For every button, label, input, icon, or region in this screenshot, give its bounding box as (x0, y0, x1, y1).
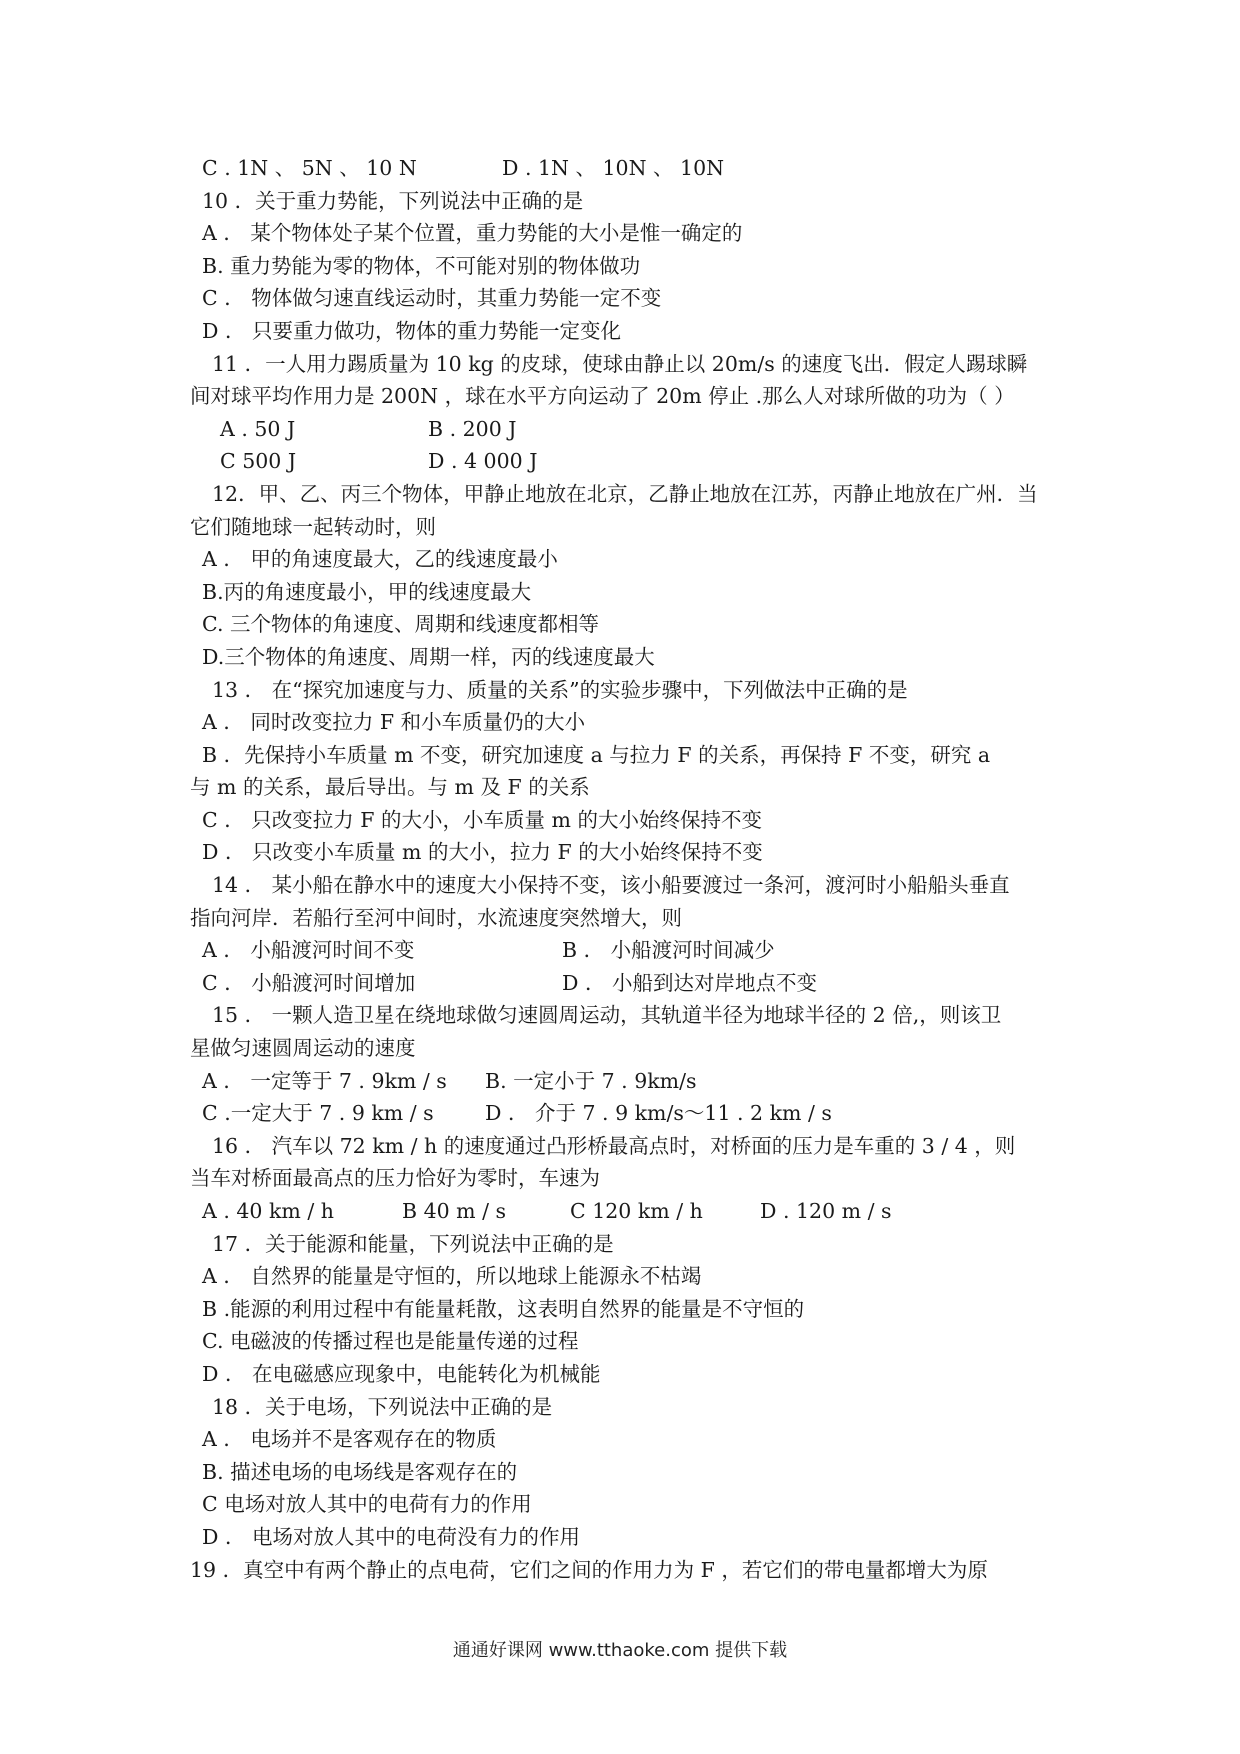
q13-option-b-line1: B ．先保持小车质量 m 不变，研究加速度 a 与拉力 F 的关系，再保持 F 不变，研究 a (202, 742, 991, 767)
q12-stem-line1: 12．甲、乙、丙三个物体，甲静止地放在北京，乙静止地放在江苏，丙静止地放在广州．当 (212, 481, 1038, 506)
q13-option-d: D ． 只改变小车质量 m 的大小，拉力 F 的大小始终保持不变 (202, 840, 763, 865)
q10-stem: 10 ．关于重力势能，下列说法中正确的是 (202, 188, 584, 213)
q11-stem-line2: 间对球平均作用力是 200N ，球在水平方向运动了 20m 停止 .那么人对球所做的功为（ ） (190, 384, 1015, 409)
q14-options-cd (190, 967, 1056, 1000)
q15-option-d: D ． 介于 7 . 9 km/s～11 . 2 km / s (485, 1101, 832, 1126)
q16-options (190, 1195, 1056, 1228)
q16-option-a: A . 40 km / h (202, 1199, 334, 1223)
page-footer: 通通好课网 www.tthaoke.com 提供下载 (452, 1640, 788, 1661)
q11-option-d: D . 4 000 J (428, 449, 538, 474)
q14-option-b: B ． 小船渡河时间减少 (562, 938, 775, 963)
q17-option-b: B .能源的利用过程中有能量耗散，这表明自然界的能量是不守恒的 (202, 1296, 805, 1321)
q17-option-c: C. 电磁波的传播过程也是能量传递的过程 (202, 1329, 579, 1354)
q12-option-d: D.三个物体的角速度、周期一样，丙的线速度最大 (202, 644, 655, 669)
q14-option-d: D ． 小船到达对岸地点不变 (562, 970, 817, 995)
q16-stem-line2: 当车对桥面最高点的压力恰好为零时，车速为 (190, 1166, 600, 1191)
q14-stem-line1: 14 ． 某小船在静水中的速度大小保持不变，该小船要渡过一条河，渡河时小船船头垂直 (212, 873, 1010, 898)
q14-option-c: C ． 小船渡河时间增加 (202, 970, 416, 995)
q14-option-a: A ． 小船渡河时间不变 (202, 938, 415, 963)
q16-option-d: D . 120 m / s (760, 1199, 892, 1223)
q11-option-b: B . 200 J (428, 416, 517, 441)
q15-options-ab (190, 1065, 1056, 1098)
q15-option-b: B. 一定小于 7 . 9km/s (485, 1068, 697, 1093)
q12-option-a: A ． 甲的角速度最大，乙的线速度最小 (202, 547, 558, 572)
q10-option-d: D ． 只要重力做功，物体的重力势能一定变化 (202, 318, 621, 343)
q11-options-ab (190, 413, 1056, 446)
q16-option-c: C 120 km / h (570, 1199, 703, 1223)
q16-option-b: B 40 m / s (402, 1199, 507, 1223)
q10-option-c: C ． 物体做匀速直线运动时，其重力势能一定不变 (202, 286, 662, 311)
q15-option-c: C .一定大于 7 . 9 km / s (202, 1101, 434, 1126)
q16-stem-line1: 16 ． 汽车以 72 km / h 的速度通过凸形桥最高点时，对桥面的压力是车重的 3 / 4 ，则 (212, 1133, 1016, 1158)
q18-option-d: D ． 电场对放人其中的电荷没有力的作用 (202, 1524, 580, 1549)
q18-stem: 18 ．关于电场，下列说法中正确的是 (212, 1394, 553, 1419)
q11-option-c: C 500 J (220, 449, 297, 474)
q15-stem-line1: 15 ． 一颗人造卫星在绕地球做匀速圆周运动，其轨道半径为地球半径的 2 倍,，则该卫 (212, 1003, 1002, 1028)
q15-stem-line2: 星做匀速圆周运动的速度 (190, 1036, 416, 1061)
q10-option-a: A ． 某个物体处子某个位置，重力势能的大小是惟一确定的 (202, 221, 743, 246)
q17-stem: 17 ．关于能源和能量，下列说法中正确的是 (212, 1231, 614, 1256)
q19-stem: 19 ．真空中有两个静止的点电荷，它们之间的作用力为 F ，若它们的带电量都增大为原 (190, 1557, 988, 1582)
q11-options-cd (190, 445, 1056, 478)
q9-options (190, 152, 1056, 185)
q14-options-ab (190, 934, 1056, 967)
q15-option-a: A ． 一定等于 7 . 9km / s (202, 1068, 447, 1093)
q11-stem-line1: 11 ．一人用力踢质量为 10 kg 的皮球，使球由静止以 20m/s 的速度飞出．假定人踢球瞬 (212, 351, 1028, 376)
q12-stem-line2: 它们随地球一起转动时，则 (190, 514, 436, 539)
q12-option-c: C. 三个物体的角速度、周期和线速度都相等 (202, 612, 599, 637)
q11-option-a: A . 50 J (220, 416, 296, 441)
q9-option-d: D . 1N 、 10N 、 10N (502, 156, 725, 180)
q18-option-c: C 电场对放人其中的电荷有力的作用 (202, 1492, 532, 1517)
q18-option-a: A ． 电场并不是客观存在的物质 (202, 1427, 497, 1452)
q12-option-b: B.丙的角速度最小，甲的线速度最大 (202, 579, 532, 604)
q13-stem: 13 ． 在“探究加速度与力、质量的关系”的实验步骤中，下列做法中正确的是 (212, 677, 908, 702)
q17-option-a: A ． 自然界的能量是守恒的，所以地球上能源永不枯竭 (202, 1264, 702, 1289)
question-list (190, 152, 1056, 1586)
q17-option-d: D ． 在电磁感应现象中，电能转化为机械能 (202, 1361, 601, 1386)
q13-option-c: C ． 只改变拉力 F 的大小，小车质量 m 的大小始终保持不变 (202, 807, 762, 832)
q13-option-b-line2: 与 m 的关系，最后导出。与 m 及 F 的关系 (190, 775, 590, 800)
q18-option-b: B. 描述电场的电场线是客观存在的 (202, 1459, 518, 1484)
q15-options-cd (190, 1097, 1056, 1130)
q13-option-a: A ． 同时改变拉力 F 和小车质量仍的大小 (202, 710, 586, 735)
q14-stem-line2: 指向河岸．若船行至河中间时，水流速度突然增大，则 (190, 905, 682, 930)
q10-option-b: B. 重力势能为零的物体，不可能对别的物体做功 (202, 253, 641, 278)
q9-option-c: C . 1N 、 5N 、 10 N (202, 156, 417, 180)
